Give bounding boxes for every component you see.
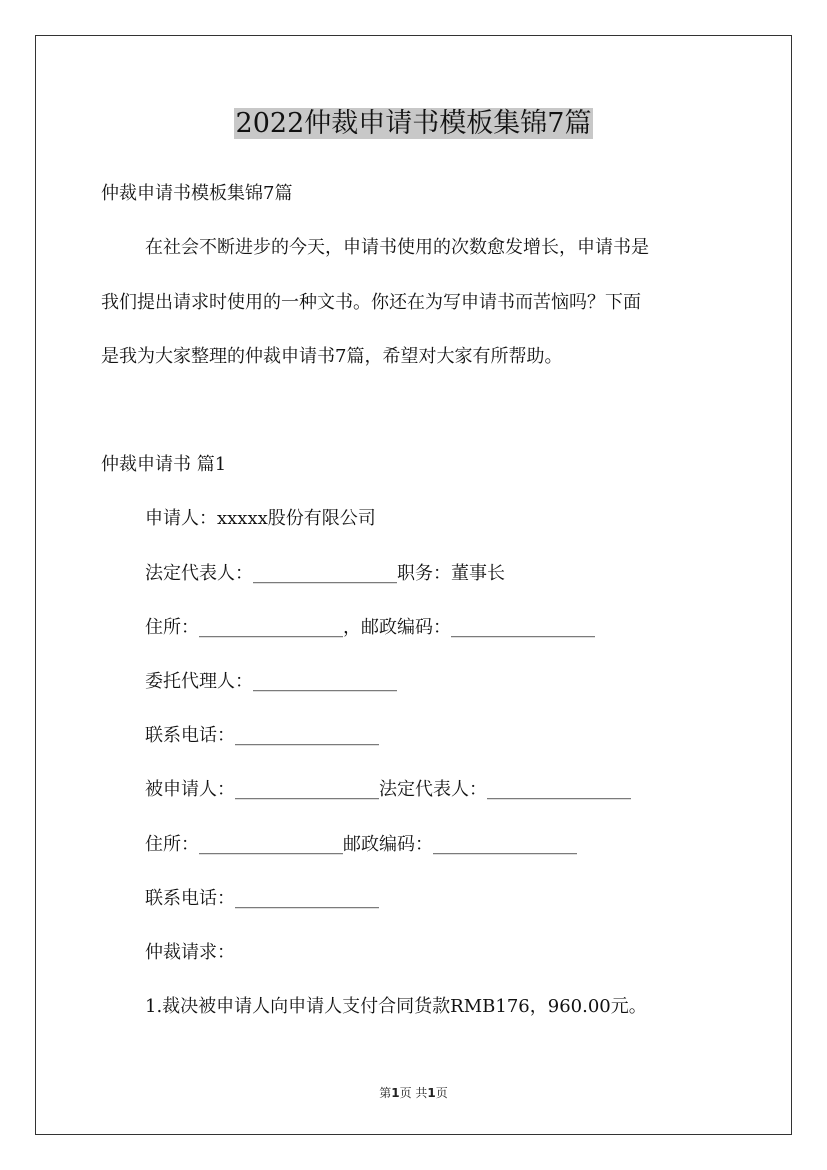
field-applicant: 申请人：xxxxx股份有限公司 (145, 508, 376, 529)
subtitle: 仲裁申请书模板集锦7篇 (101, 183, 293, 204)
intro-line-3: 是我为大家整理的仲裁申请书7篇，希望对大家有所帮助。 (101, 346, 563, 367)
document-title-text: 2022仲裁申请书模板集锦7篇 (235, 108, 592, 139)
field-respondent-phone: 联系电话：________________ (145, 888, 379, 909)
arbitration-request-heading: 仲裁请求： (145, 942, 235, 963)
footer-page-prefix: 第 (379, 1086, 392, 1100)
intro-line-1: 在社会不断进步的今天，申请书使用的次数愈发增长，申请书是 (145, 237, 649, 258)
field-respondent-address: 住所：________________邮政编码：________________ (145, 834, 577, 855)
field-agent: 委托代理人：________________ (145, 671, 397, 692)
field-address: 住所：________________，邮政编码：________________ (145, 617, 595, 638)
footer-page-number: 1 (391, 1086, 400, 1100)
field-phone: 联系电话：________________ (145, 725, 379, 746)
footer-page-total: 1 (427, 1086, 436, 1100)
document-title (0, 104, 827, 144)
intro-line-2: 我们提出请求时使用的一种文书。你还在为写申请书而苦恼吗？下面 (101, 292, 641, 313)
page-footer (0, 1084, 827, 1101)
field-respondent: 被申请人：________________法定代表人：________________ (145, 779, 631, 800)
section-heading: 仲裁申请书 篇1 (101, 454, 227, 475)
footer-page-suffix: 页 (435, 1086, 448, 1100)
field-legal-rep: 法定代表人：________________职务：董事长 (145, 563, 505, 584)
footer-page-mid: 页 共 (399, 1086, 428, 1100)
arbitration-request-item-1: 1.裁决被申请人向申请人支付合同货款RMB176，960.00元。 (145, 996, 647, 1017)
